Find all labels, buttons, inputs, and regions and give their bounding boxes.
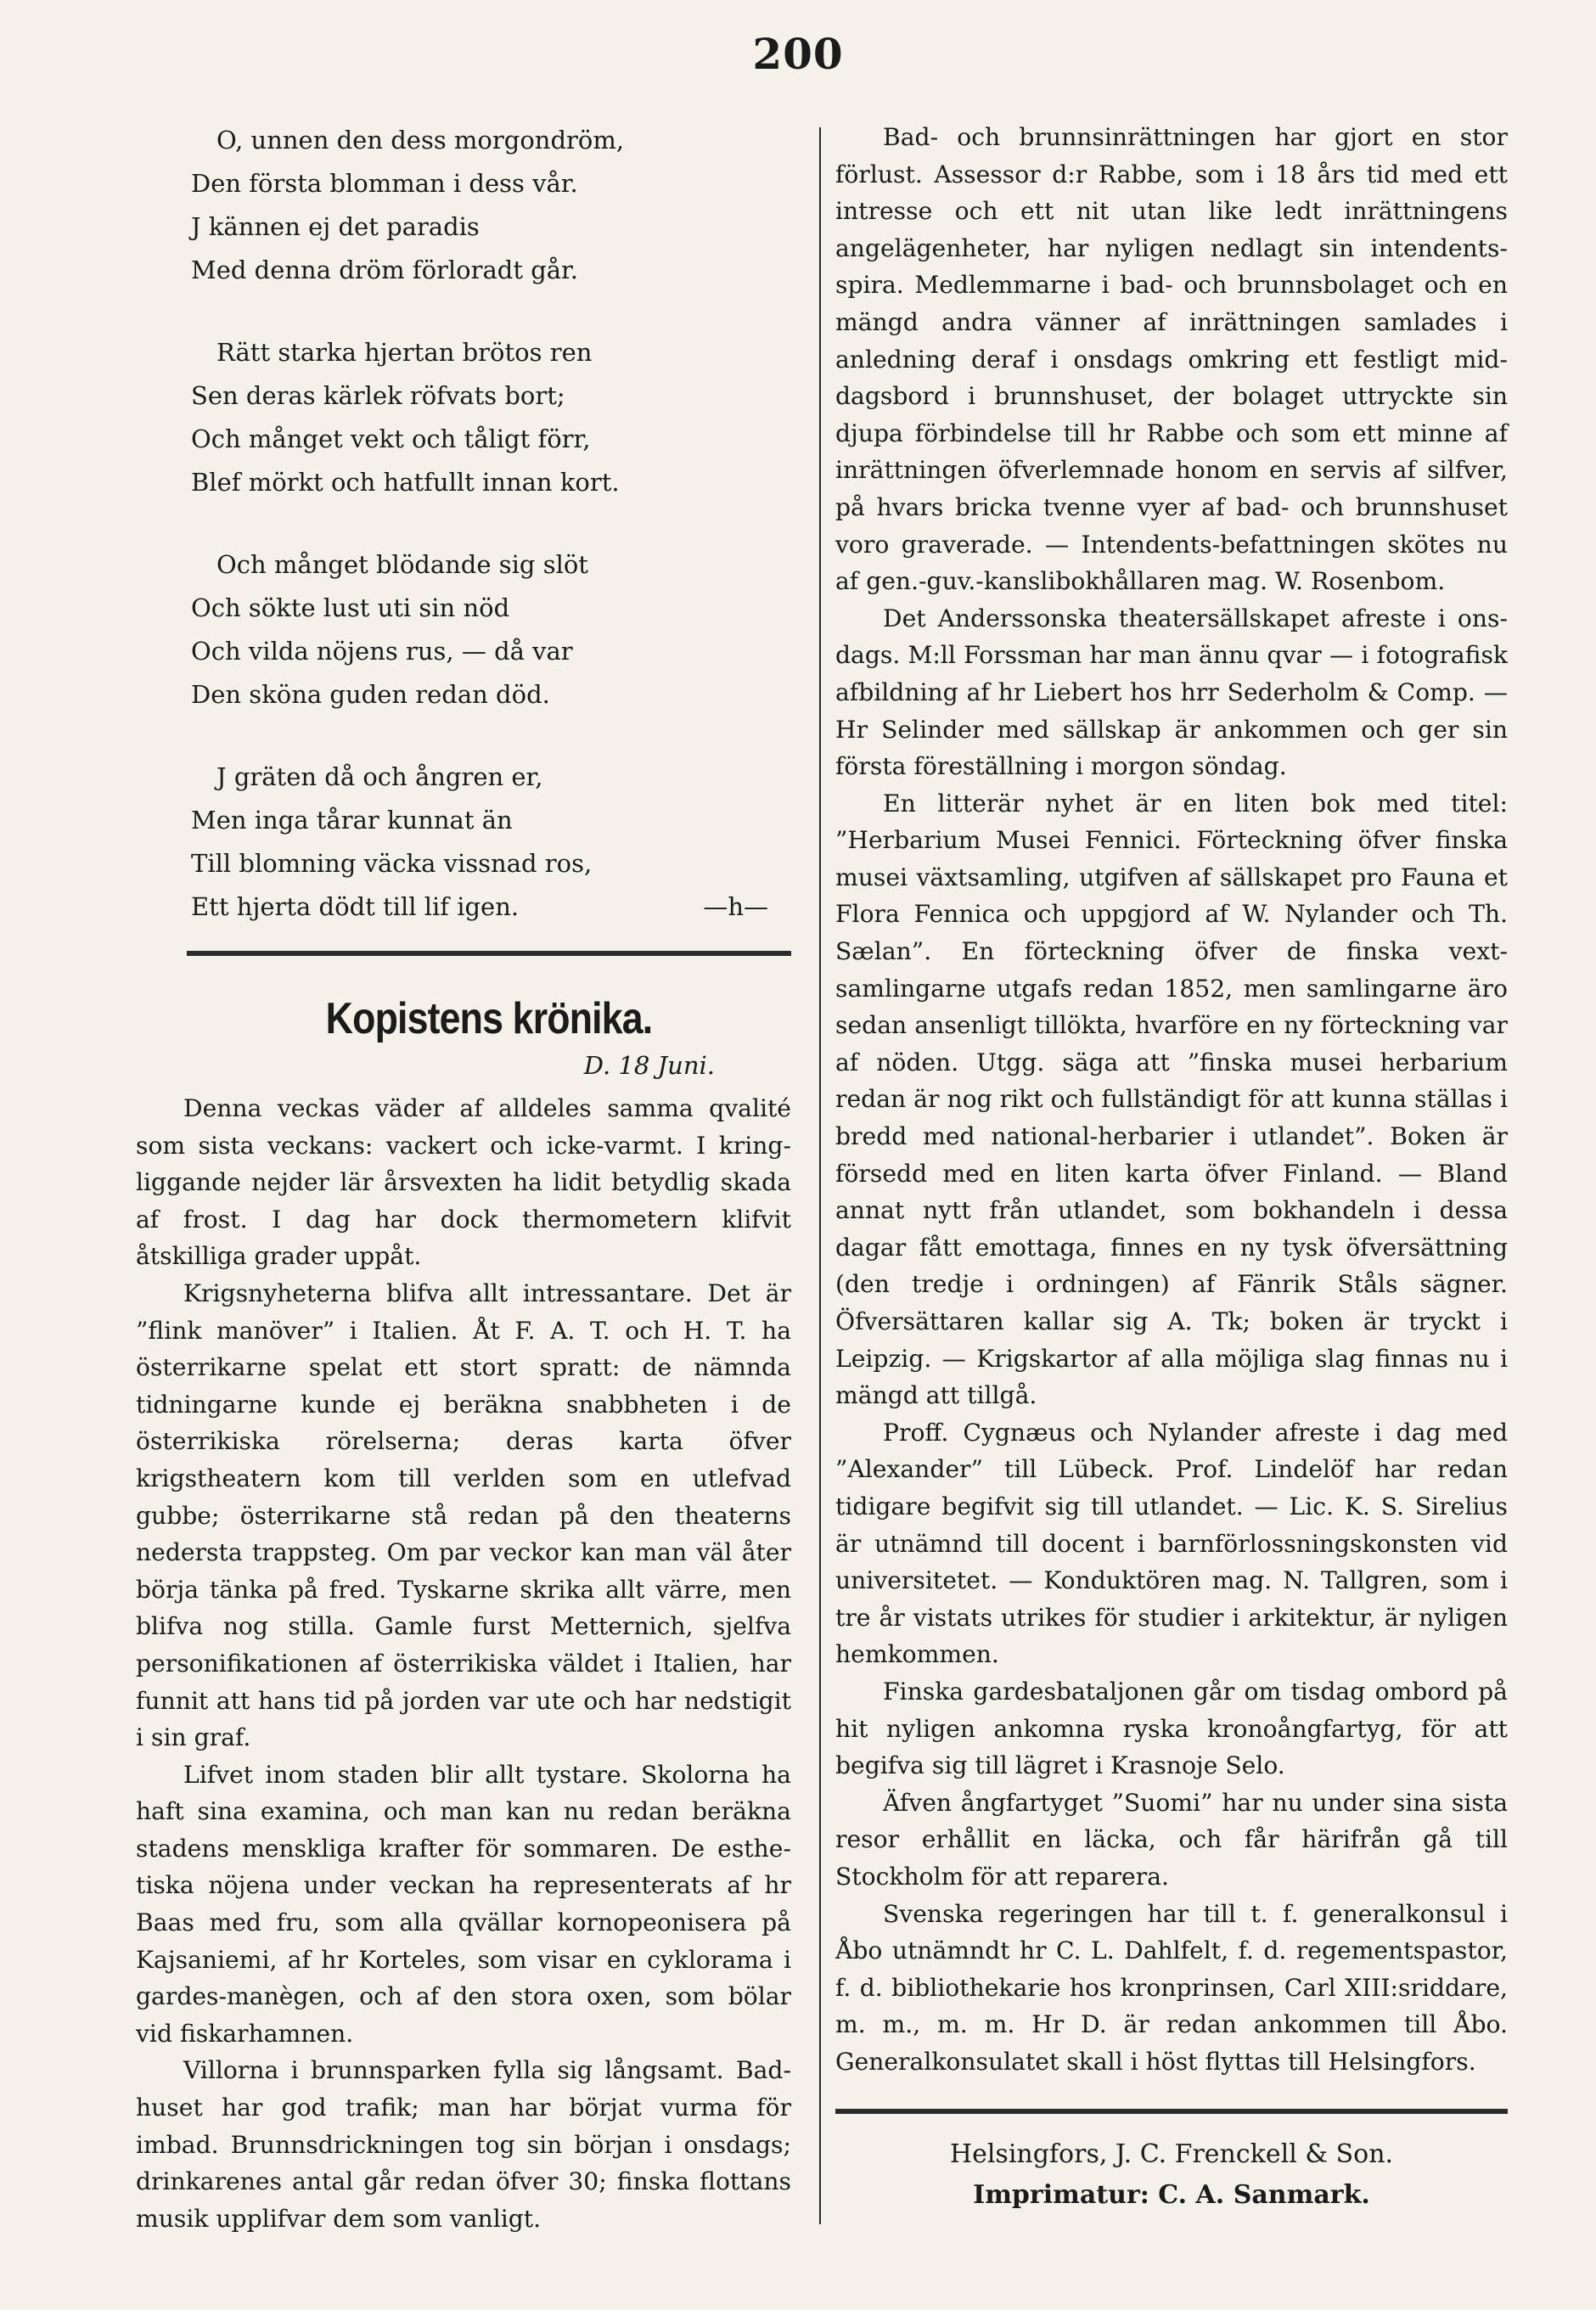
paragraph: Villorna i brunnsparken fylla sig långsamt. Badhuset har god trafik; man har börjat vurma för imbad. Brunnsdrickningen tog sin början i onsdags; drinkarenes antal går redan öfver 30; finska flottans musik upplifvar dem som vanligt. (136, 2056, 791, 2233)
poem-verse: Till blomning väcka vissnad ros, (191, 849, 593, 878)
poem-verse: Sen deras kärlek röfvats bort; (191, 381, 565, 410)
poem-stanza (191, 119, 777, 292)
poem-verse: Blef mörkt och hatfullt innan kort. (191, 468, 620, 497)
chronicle-left-text (136, 1090, 791, 2237)
poem-verse: Med denna dröm förloradt går. (191, 256, 578, 284)
poem-verse: J kännen ej det paradis (191, 212, 480, 241)
paragraph: En litterär nyhet är en liten bok med titel: ”Herbarium Musei Fennici. Förteckning öfver finska musei växtsamling, utgifven af sällskapet pro Fauna et Flora Fennica och uppgjord af W. Nylander och Th. Sælan”. En förteckning öfver de finska vextsamlingarne utgafs redan 1852, men samlingarne äro sedan ansenligt tillökta, hvarföre en ny förteckning var af nöden. Utgg. säga att ”finska musei herbarium redan är nog rikt och fullständigt för att kunna ställas i bredd med national-herbarier i utlandet”. Boken är försedd med en liten karta öfver Finland. — Bland annat nytt från utlandet, som bokhandeln i dessa dagar fått emottaga, finnes en ny tysk öfversättning (den tredje i ordningen) af Fänrik Ståls sägner. Öfversättaren kallar sig A. Tk; boken är tryckt i Leipzig. — Krigskartor af alla möjliga slag finnas nu i mängd att tillgå. (835, 789, 1508, 1410)
poem-verse: Och vilda nöjens rus, — då var (191, 637, 573, 666)
poem-verse: Den sköna guden redan död. (191, 680, 550, 709)
poem-verse: Och månget blödande sig slöt (216, 550, 588, 579)
imprimatur-line: Imprimatur: C. A. Sanmark. (973, 2180, 1370, 2211)
paragraph: Krigsnyheterna blifva allt intressantare. Det är ”flink manöver” i Italien. Åt F. A. T. och H. T. ha österrikarne spelat ett stort spratt: de nämnda tidningarne kunde ej beräkna snabbheten i de österrikiska rörelserna; deras karta öfver krigstheatern kom till verlden som en utlefvad gubbe; österrikarne stå redan på den theaterns nedersta trappsteg. Om par veckor kan man väl åter börja tänka på fred. Tyskarne skrika allt värre, men blifva nog stilla. Gamle furst Metternich, sjelfva personifikationen af österrikiska väldet i Italien, har funnit att hans tid på jorden var ute och har nedstigit i sin graf. (136, 1279, 791, 1752)
publisher-line: Helsingfors, J. C. Frenckell & Son. (949, 2139, 1394, 2170)
poem-stanza (191, 543, 777, 717)
paragraph: Det Anderssonska theatersällskapet afreste i onsdags. M:ll Forssman har man ännu qvar — i fotografisk afbildning af hr Liebert hos hrr Sederholm & Comp. — Hr Selinder med sällskap är ankommen och ger sin första föreställning i morgon söndag. (835, 604, 1508, 781)
paragraph: Finska gardesbataljonen går om tisdag ombord på hit nyligen ankomna ryska kronoångfartyg, för att begifva sig till lägret i Krasnoje Selo. (835, 1677, 1508, 1780)
paragraph: Lifvet inom staden blir allt tystare. Skolorna ha haft sina examina, och man kan nu redan beräkna stadens menskliga krafter för sommaren. De esthetiska nöjena under veckan ha representerats af hr Baas med fru, som alla qvällar kornopeoniserа på Kajsaniemi, af hr Korteles, som visar en cyklorama i gardes-manègen, och af den stora oxen, som bölar vid fiskarhamnen. (136, 1760, 791, 2048)
poem-verse: Men inga tårar kunnat än (191, 806, 513, 835)
poem-signature: —h— (703, 892, 768, 921)
poem-verse: O, unnen den dess morgondröm, (216, 126, 625, 155)
poem-stanza (191, 331, 777, 504)
page-number: 200 (752, 29, 844, 79)
section-divider (187, 951, 791, 956)
left-column (136, 119, 791, 2237)
paragraph: Bad- och brunnsinrättningen har gjort en stor förlust. Assessor d:r Rabbe, som i 18 års tid med ett intresse och ett nit utan like ledt inrättningens angelägenheter, har nyligen nedlagt sin intendentsspira. Medlemmarne i bad- och brunnsbolaget och en mängd andra vänner af inrättningen samlades i anledning deraf i onsdags omkring ett festligt middagsbord i brunnshuset, der bolaget uttryckte sin djupa förbindelse till hr Rabbe och som ett minne af inrättningen öfverlemnade honom en servis af silfver, på hvars bricka tvenne vyer af bad- och brunnshuset voro graverade. — Intendents-befattningen skötes nu af gen.-guv.-kanslibokhållaren mag. W. Rosenbom. (835, 123, 1508, 596)
footer-divider (835, 2109, 1508, 2114)
column-divider (819, 127, 821, 2224)
chronicle-title: Kopistens krönika. (325, 994, 653, 1043)
poem-verse: Och sökte lust uti sin nöd (191, 593, 510, 622)
paragraph: Denna veckas väder af alldeles samma qvalité som sista veckans: vackert och icke-varmt. I kringliggande nejder lär årsvexten ha lidit betydlig skada af frost. I dag har dock thermometern klifvit åtskilliga grader uppåt. (136, 1094, 791, 1271)
poem (191, 119, 777, 929)
poem-verse: Den första blomman i dess vår. (191, 169, 578, 198)
right-column (835, 119, 1508, 2216)
paragraph: Proff. Cygnæus och Nylander afreste i dag med ”Alexander” till Lübeck. Prof. Lindelöf har redan tidigare begifvit sig till utlandet. — Lic. K. S. Sirelius är utnämnd till docent i barnförlossningskonsten vid universitetet. — Konduktören mag. N. Tallgren, som i tre år vistats utrikes för studier i arkitektur, är nyligen hemkommen. (835, 1418, 1508, 1669)
poem-verse: J gräten då och ångren er, (216, 762, 543, 791)
poem-verse: Rätt starka hjertan brötos ren (216, 338, 593, 367)
chronicle-right-text (835, 119, 1508, 2080)
poem-verse: Ett hjerta dödt till lif igen. (191, 892, 520, 921)
paragraph: Svenska regeringen har till t. f. generalkonsul i Åbo utnämndt hr C. L. Dahlfelt, f. d. regementspastor, f. d. bibliothekarie hos kronprinsen, Carl XIII:sriddare, m. m., m. m. Hr D. är redan ankommen till Åbo. Generalkonsulatet skall i höst flyttas till Helsingfors. (835, 1899, 1508, 2076)
poem-verse: Och månget vekt och tåligt förr, (191, 424, 591, 453)
chronicle-date: D. 18 Juni. (583, 1051, 715, 1080)
paragraph: Äfven ångfartyget ”Suomi” har nu under sina sista resor erhållit en läcka, och får härifrån gå till Stockholm för att reparera. (835, 1788, 1508, 1891)
